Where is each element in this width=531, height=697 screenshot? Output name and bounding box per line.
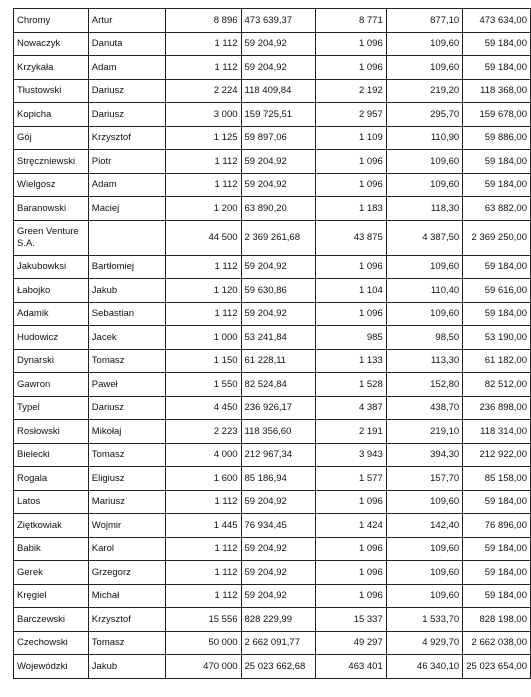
allocated-shares-cell: 1 096 xyxy=(316,173,386,197)
allocated-shares-cell: 2 957 xyxy=(316,103,386,127)
surname-cell: Barczewski xyxy=(14,608,89,632)
total-cell: 473 634,00 xyxy=(463,9,531,33)
table-row xyxy=(14,514,531,538)
table-row xyxy=(14,349,531,373)
fee-cell: 295,70 xyxy=(386,103,462,127)
first-name-cell: Tomasz xyxy=(88,349,165,373)
shares-cell: 2 223 xyxy=(166,420,241,444)
surname-cell: Kopicha xyxy=(14,103,89,127)
allocated-shares-cell: 985 xyxy=(316,326,386,350)
first-name-cell: Paweł xyxy=(88,373,165,397)
amount-cell: 828 229,99 xyxy=(241,608,316,632)
table-row xyxy=(14,490,531,514)
fee-cell: 46 340,10 xyxy=(386,655,462,679)
shares-cell: 1 120 xyxy=(166,279,241,303)
first-name-cell: Dariusz xyxy=(88,396,165,420)
allocated-shares-cell: 2 192 xyxy=(316,79,386,103)
surname-cell: Gerek xyxy=(14,561,89,585)
first-name-cell: Maciej xyxy=(88,197,165,221)
table-row xyxy=(14,255,531,279)
fee-cell: 4 387,50 xyxy=(386,220,462,255)
amount-cell: 85 186,94 xyxy=(241,467,316,491)
surname-cell: Rogala xyxy=(14,467,89,491)
first-name-cell: Bartłomiej xyxy=(88,255,165,279)
total-cell: 59 184,00 xyxy=(463,584,531,608)
amount-cell: 61 228,11 xyxy=(241,349,316,373)
total-cell: 236 898,00 xyxy=(463,396,531,420)
shares-cell: 1 112 xyxy=(166,561,241,585)
surname-cell: Rosłowski xyxy=(14,420,89,444)
allocated-shares-cell: 2 191 xyxy=(316,420,386,444)
surname-cell: Latos xyxy=(14,490,89,514)
total-cell: 61 182,00 xyxy=(463,349,531,373)
shares-cell: 1 112 xyxy=(166,56,241,80)
amount-cell: 212 967,34 xyxy=(241,443,316,467)
total-cell: 25 023 654,00 xyxy=(463,655,531,679)
fee-cell: 110,90 xyxy=(386,126,462,150)
allocated-shares-cell: 1 183 xyxy=(316,197,386,221)
total-cell: 59 184,00 xyxy=(463,561,531,585)
first-name-cell: Adam xyxy=(88,173,165,197)
first-name-cell: Jacek xyxy=(88,326,165,350)
surname-cell: Chromy xyxy=(14,9,89,33)
amount-cell: 76 934,45 xyxy=(241,514,316,538)
total-cell: 59 886,00 xyxy=(463,126,531,150)
table-row xyxy=(14,655,531,679)
shares-cell: 1 125 xyxy=(166,126,241,150)
allocated-shares-cell: 1 109 xyxy=(316,126,386,150)
first-name-cell: Piotr xyxy=(88,150,165,174)
shares-cell: 4 450 xyxy=(166,396,241,420)
allocated-shares-cell: 463 401 xyxy=(316,655,386,679)
allocated-shares-cell: 1 096 xyxy=(316,584,386,608)
total-cell: 2 662 038,00 xyxy=(463,631,531,655)
surname-cell: Babik xyxy=(14,537,89,561)
allocated-shares-cell: 49 297 xyxy=(316,631,386,655)
shares-cell: 1 112 xyxy=(166,150,241,174)
table-row xyxy=(14,537,531,561)
amount-cell: 59 204,92 xyxy=(241,584,316,608)
allocated-shares-cell: 1 424 xyxy=(316,514,386,538)
surname-cell: Czechowski xyxy=(14,631,89,655)
total-cell: 159 678,00 xyxy=(463,103,531,127)
fee-cell: 109,60 xyxy=(386,255,462,279)
surname-cell: Gawron xyxy=(14,373,89,397)
allocated-shares-cell: 1 096 xyxy=(316,537,386,561)
table-row xyxy=(14,173,531,197)
total-cell: 76 896,00 xyxy=(463,514,531,538)
fee-cell: 394,30 xyxy=(386,443,462,467)
shares-cell: 50 000 xyxy=(166,631,241,655)
allocated-shares-cell: 1 096 xyxy=(316,490,386,514)
total-cell: 53 190,00 xyxy=(463,326,531,350)
allocated-shares-cell: 15 337 xyxy=(316,608,386,632)
amount-cell: 25 023 662,68 xyxy=(241,655,316,679)
shares-cell: 8 896 xyxy=(166,9,241,33)
shares-cell: 470 000 xyxy=(166,655,241,679)
table-row xyxy=(14,32,531,56)
first-name-cell: Dariusz xyxy=(88,103,165,127)
table-row xyxy=(14,443,531,467)
table-row xyxy=(14,150,531,174)
amount-cell: 82 524,84 xyxy=(241,373,316,397)
total-cell: 59 616,00 xyxy=(463,279,531,303)
fee-cell: 109,60 xyxy=(386,32,462,56)
first-name-cell: Danuta xyxy=(88,32,165,56)
table-row xyxy=(14,302,531,326)
fee-cell: 109,60 xyxy=(386,150,462,174)
allocated-shares-cell: 1 096 xyxy=(316,561,386,585)
shares-cell: 1 600 xyxy=(166,467,241,491)
amount-cell: 59 204,92 xyxy=(241,56,316,80)
surname-cell: Krzykała xyxy=(14,56,89,80)
amount-cell: 59 630,86 xyxy=(241,279,316,303)
first-name-cell: Jakub xyxy=(88,655,165,679)
amount-cell: 118 409,84 xyxy=(241,79,316,103)
fee-cell: 109,60 xyxy=(386,56,462,80)
amount-cell: 59 204,92 xyxy=(241,255,316,279)
amount-cell: 59 204,92 xyxy=(241,32,316,56)
shares-cell: 2 224 xyxy=(166,79,241,103)
allocated-shares-cell: 1 133 xyxy=(316,349,386,373)
fee-cell: 152,80 xyxy=(386,373,462,397)
shares-cell: 1 150 xyxy=(166,349,241,373)
surname-cell: Typel xyxy=(14,396,89,420)
shares-cell: 4 000 xyxy=(166,443,241,467)
fee-cell: 113,30 xyxy=(386,349,462,373)
allocated-shares-cell: 8 771 xyxy=(316,9,386,33)
amount-cell: 53 241,84 xyxy=(241,326,316,350)
table-row xyxy=(14,279,531,303)
total-cell: 59 184,00 xyxy=(463,32,531,56)
total-cell: 212 922,00 xyxy=(463,443,531,467)
surname-cell: Dynarski xyxy=(14,349,89,373)
surname-cell: Nowaczyk xyxy=(14,32,89,56)
shares-cell: 1 000 xyxy=(166,326,241,350)
fee-cell: 109,60 xyxy=(386,537,462,561)
table-row xyxy=(14,561,531,585)
first-name-cell: Grzegorz xyxy=(88,561,165,585)
table-row xyxy=(14,56,531,80)
allocated-shares-cell: 1 096 xyxy=(316,255,386,279)
table-row xyxy=(14,326,531,350)
first-name-cell: Krzysztof xyxy=(88,126,165,150)
first-name-cell: Wojmir xyxy=(88,514,165,538)
shares-cell: 1 445 xyxy=(166,514,241,538)
shares-cell: 1 112 xyxy=(166,32,241,56)
total-cell: 118 368,00 xyxy=(463,79,531,103)
allocated-shares-cell: 1 104 xyxy=(316,279,386,303)
first-name-cell xyxy=(88,220,165,255)
surname-cell: Adamik xyxy=(14,302,89,326)
surname-cell: Hudowicz xyxy=(14,326,89,350)
total-cell: 59 184,00 xyxy=(463,302,531,326)
table-row xyxy=(14,126,531,150)
first-name-cell: Mikołaj xyxy=(88,420,165,444)
allocated-shares-cell: 1 096 xyxy=(316,302,386,326)
fee-cell: 118,30 xyxy=(386,197,462,221)
fee-cell: 109,60 xyxy=(386,561,462,585)
total-cell: 63 882,00 xyxy=(463,197,531,221)
surname-cell: Baranowski xyxy=(14,197,89,221)
table-row xyxy=(14,420,531,444)
shares-cell: 15 556 xyxy=(166,608,241,632)
table-row xyxy=(14,396,531,420)
amount-cell: 59 204,92 xyxy=(241,561,316,585)
first-name-cell: Michał xyxy=(88,584,165,608)
fee-cell: 219,20 xyxy=(386,79,462,103)
first-name-cell: Artur xyxy=(88,9,165,33)
total-cell: 59 184,00 xyxy=(463,150,531,174)
first-name-cell: Jakub xyxy=(88,279,165,303)
shares-cell: 1 112 xyxy=(166,302,241,326)
first-name-cell: Adam xyxy=(88,56,165,80)
total-cell: 59 184,00 xyxy=(463,490,531,514)
table-row xyxy=(14,9,531,33)
total-cell: 59 184,00 xyxy=(463,255,531,279)
total-cell: 59 184,00 xyxy=(463,173,531,197)
allocated-shares-cell: 1 096 xyxy=(316,32,386,56)
first-name-cell: Sebastian xyxy=(88,302,165,326)
table-row xyxy=(14,220,531,255)
allocated-shares-cell: 1 096 xyxy=(316,150,386,174)
fee-cell: 110,40 xyxy=(386,279,462,303)
shares-cell: 44 500 xyxy=(166,220,241,255)
shares-cell: 1 550 xyxy=(166,373,241,397)
surname-cell: Green Venture S.A. xyxy=(14,220,89,255)
table-row xyxy=(14,197,531,221)
surname-cell: Wielgosz xyxy=(14,173,89,197)
table-row xyxy=(14,373,531,397)
surname-cell: Łabojko xyxy=(14,279,89,303)
amount-cell: 59 204,92 xyxy=(241,537,316,561)
total-cell: 82 512,00 xyxy=(463,373,531,397)
surname-cell: Gój xyxy=(14,126,89,150)
amount-cell: 118 356,60 xyxy=(241,420,316,444)
surname-cell: Stręczniewski xyxy=(14,150,89,174)
allocated-shares-cell: 1 096 xyxy=(316,56,386,80)
table-row xyxy=(14,103,531,127)
shares-cell: 1 200 xyxy=(166,197,241,221)
fee-cell: 142,40 xyxy=(386,514,462,538)
amount-cell: 59 204,92 xyxy=(241,150,316,174)
fee-cell: 98,50 xyxy=(386,326,462,350)
allocated-shares-cell: 43 875 xyxy=(316,220,386,255)
allocated-shares-cell: 1 577 xyxy=(316,467,386,491)
fee-cell: 877,10 xyxy=(386,9,462,33)
table-row xyxy=(14,631,531,655)
first-name-cell: Krzysztof xyxy=(88,608,165,632)
first-name-cell: Mariusz xyxy=(88,490,165,514)
surname-cell: Tłustowski xyxy=(14,79,89,103)
amount-cell: 2 369 261,68 xyxy=(241,220,316,255)
fee-cell: 109,60 xyxy=(386,173,462,197)
first-name-cell: Dariusz xyxy=(88,79,165,103)
surname-cell: Wojewódzki xyxy=(14,655,89,679)
fee-cell: 4 929,70 xyxy=(386,631,462,655)
surname-cell: Ziętkowiak xyxy=(14,514,89,538)
fee-cell: 109,60 xyxy=(386,584,462,608)
shares-cell: 1 112 xyxy=(166,584,241,608)
fee-cell: 1 533,70 xyxy=(386,608,462,632)
allocated-shares-cell: 3 943 xyxy=(316,443,386,467)
amount-cell: 473 639,37 xyxy=(241,9,316,33)
fee-cell: 109,60 xyxy=(386,302,462,326)
fee-cell: 438,70 xyxy=(386,396,462,420)
table-row xyxy=(14,79,531,103)
table-row xyxy=(14,467,531,491)
amount-cell: 59 204,92 xyxy=(241,302,316,326)
fee-cell: 109,60 xyxy=(386,490,462,514)
surname-cell: Jakubowksi xyxy=(14,255,89,279)
allocated-shares-cell: 1 528 xyxy=(316,373,386,397)
shares-cell: 3 000 xyxy=(166,103,241,127)
shares-cell: 1 112 xyxy=(166,537,241,561)
shareholders-table xyxy=(13,8,531,679)
amount-cell: 63 890,20 xyxy=(241,197,316,221)
amount-cell: 59 204,92 xyxy=(241,490,316,514)
amount-cell: 59 204,92 xyxy=(241,173,316,197)
first-name-cell: Karol xyxy=(88,537,165,561)
table-row xyxy=(14,584,531,608)
amount-cell: 159 725,51 xyxy=(241,103,316,127)
first-name-cell: Eligiusz xyxy=(88,467,165,491)
total-cell: 59 184,00 xyxy=(463,56,531,80)
shares-cell: 1 112 xyxy=(166,255,241,279)
total-cell: 118 314,00 xyxy=(463,420,531,444)
fee-cell: 157,70 xyxy=(386,467,462,491)
total-cell: 2 369 250,00 xyxy=(463,220,531,255)
shares-cell: 1 112 xyxy=(166,173,241,197)
amount-cell: 236 926,17 xyxy=(241,396,316,420)
total-cell: 828 198,00 xyxy=(463,608,531,632)
surname-cell: Bielecki xyxy=(14,443,89,467)
fee-cell: 219,10 xyxy=(386,420,462,444)
surname-cell: Kręgiel xyxy=(14,584,89,608)
amount-cell: 2 662 091,77 xyxy=(241,631,316,655)
first-name-cell: Tomasz xyxy=(88,443,165,467)
total-cell: 85 158,00 xyxy=(463,467,531,491)
first-name-cell: Tomasz xyxy=(88,631,165,655)
amount-cell: 59 897,06 xyxy=(241,126,316,150)
allocated-shares-cell: 4 387 xyxy=(316,396,386,420)
total-cell: 59 184,00 xyxy=(463,537,531,561)
shares-cell: 1 112 xyxy=(166,490,241,514)
table-row xyxy=(14,608,531,632)
table-body xyxy=(14,9,531,679)
